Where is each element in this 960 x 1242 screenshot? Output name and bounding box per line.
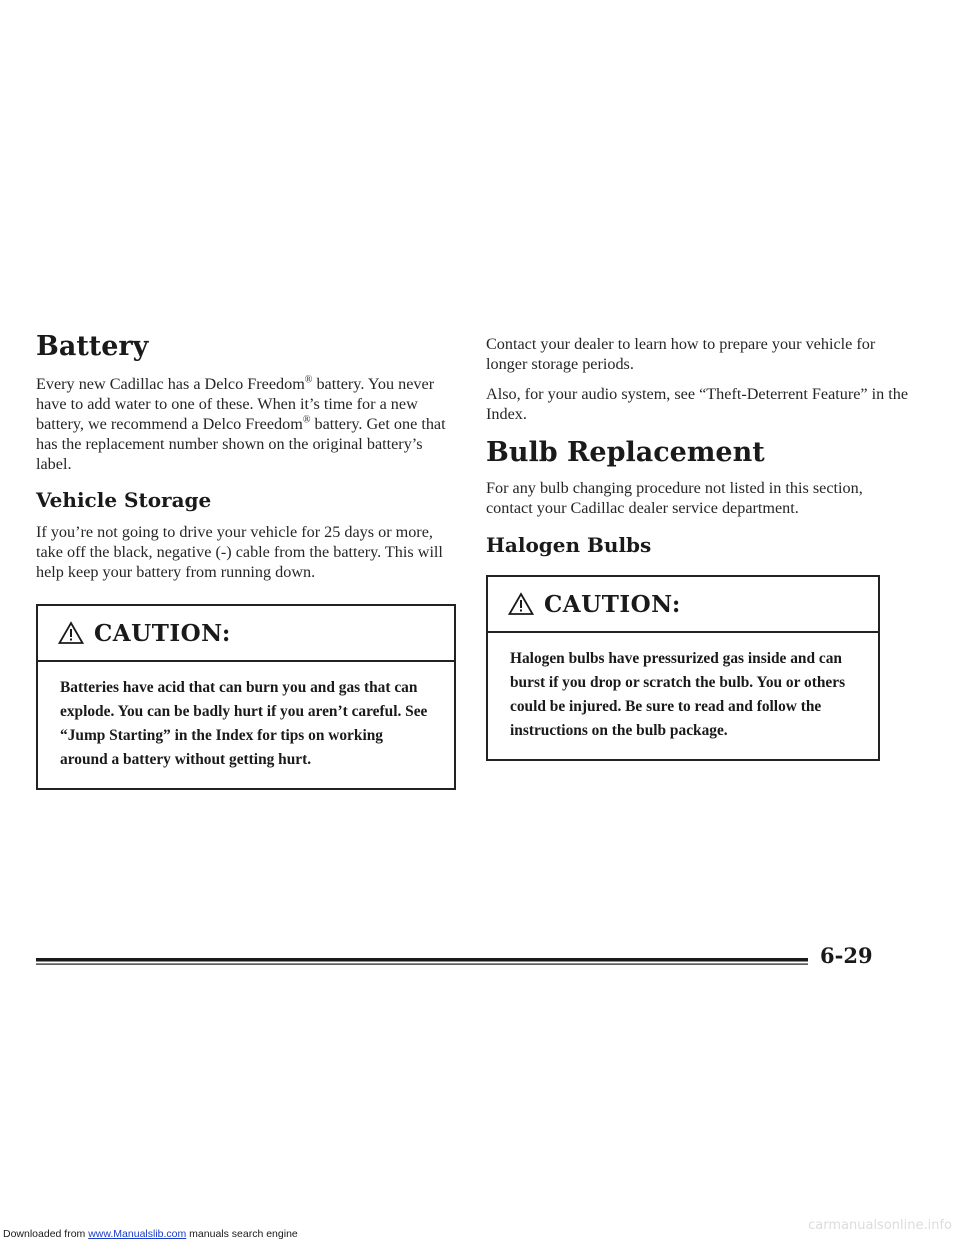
audio-note-paragraph: Also, for your audio system, see “Theft-Deterrent Feature” in the Index.: [486, 385, 909, 423]
battery-heading: Battery: [36, 331, 149, 362]
warning-triangle-icon: [58, 621, 84, 645]
left-column: [36, 330, 461, 790]
manualslib-link[interactable]: www.Manualslib.com: [88, 1228, 187, 1240]
bulb-replacement-heading: Bulb Replacement: [486, 437, 765, 468]
page-rule: [36, 958, 808, 965]
footer-prefix: Downloaded from: [3, 1228, 89, 1240]
storage-contact-paragraph: Contact your dealer to learn how to prepare your vehicle for longer storage periods.: [486, 335, 876, 373]
caution-header: [488, 577, 878, 633]
watermark: carmanualsonline.info: [808, 1218, 952, 1233]
caution-title: CAUTION:: [544, 590, 681, 618]
page-number: 6-29: [820, 943, 873, 968]
vehicle-storage-heading: Vehicle Storage: [36, 488, 212, 512]
halogen-bulbs-heading: Halogen Bulbs: [486, 533, 652, 557]
bulb-replacement-paragraph: For any bulb changing procedure not listed in this section, contact your Cadillac dealer service department.: [486, 479, 863, 517]
vehicle-storage-paragraph: If you’re not going to drive your vehicle for 25 days or more, take off the black, negative (-) cable from the battery. This will help keep your battery from running down.: [36, 523, 443, 581]
caution-header: [38, 606, 454, 662]
right-column: [486, 330, 911, 761]
halogen-caution-box: [486, 575, 880, 761]
battery-paragraph: Every new Cadillac has a Delco Freedom® battery. You never have to add water to one of these. When it’s time for a new battery, we recommend a Delco Freedom® battery. Get one that has the replacement number shown on the original battery’s label.: [36, 374, 446, 473]
footer-suffix: manuals search engine: [186, 1228, 298, 1240]
caution-text: Halogen bulbs have pressurized gas inside and can burst if you drop or scratch the bulb. You or others could be injured. Be sure to read and follow the instructions on the bulb package.: [510, 650, 846, 739]
battery-caution-box: [36, 604, 456, 790]
registered-mark: ®: [304, 374, 313, 386]
registered-mark: ®: [302, 414, 311, 426]
caution-title: CAUTION:: [94, 619, 231, 647]
warning-triangle-icon: [508, 592, 534, 616]
caution-text: Batteries have acid that can burn you and gas that can explode. You can be badly hurt if you aren’t careful. See “Jump Starting” in the Index for tips on working around a battery without getting hurt.: [60, 679, 428, 768]
